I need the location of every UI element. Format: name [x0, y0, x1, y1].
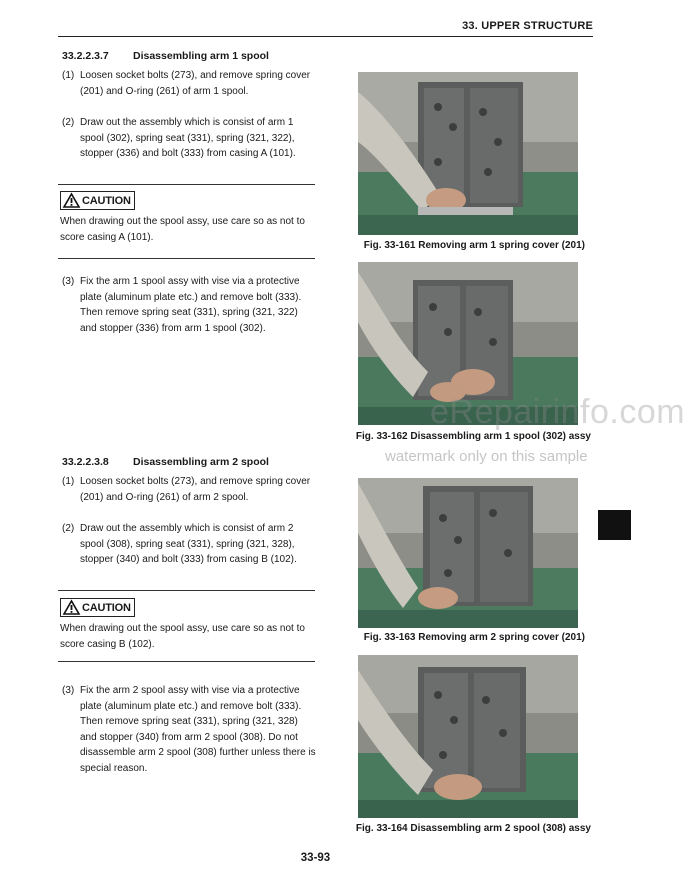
section-title: Disassembling arm 2 spool — [133, 456, 269, 468]
step — [62, 274, 322, 338]
step-number: (1) — [62, 476, 75, 487]
step — [62, 474, 322, 506]
header-rule — [58, 36, 593, 37]
chapter-tab-marker — [598, 510, 631, 540]
caution-label — [60, 598, 135, 617]
step-number: (1) — [62, 70, 75, 81]
page-number: 33-93 — [300, 852, 331, 864]
figure-caption: Fig. 33-161 Removing arm 1 spring cover (201) — [363, 240, 585, 251]
figure-caption: Fig. 33-162 Disassembling arm 1 spool (302) assy — [355, 431, 591, 442]
step-number: (3) — [62, 276, 75, 287]
caution-text-label: CAUTION — [82, 194, 131, 207]
warning-triangle-icon — [63, 600, 80, 615]
step-number: (3) — [62, 685, 75, 696]
divider — [58, 258, 315, 259]
photo — [358, 655, 578, 818]
step-text: Draw out the assembly which is consist of arm 1 spool (302), spring seat (331), spring (321, 322), stopper (336) and bolt (333) from casing A (101). — [80, 117, 296, 159]
figure-caption: Fig. 33-164 Disassembling arm 2 spool (308) assy — [355, 823, 591, 834]
section-title: Disassembling arm 1 spool — [133, 50, 269, 62]
step — [62, 115, 322, 163]
step-text: Draw out the assembly which is consist of arm 2 spool (308), spring seat (331), spring (321, 328), stopper (340) and bolt (333) from casing B (102). — [80, 523, 297, 565]
step-text: Fix the arm 1 spool assy with vise via a protective plate (aluminum plate etc.) and remove bolt (333). Then remove spring seat (331), spring (321, 322) and stopper (336) from arm 1 spool (302). — [80, 276, 302, 334]
photo — [358, 478, 578, 628]
section-number: 33.2.2.3.8 — [62, 456, 109, 468]
step-number: (2) — [62, 523, 75, 534]
caution-message: When drawing out the spool assy, use care so as not to score casing A (101). — [60, 216, 305, 243]
step-text: Fix the arm 2 spool assy with vise via a protective plate (aluminum plate etc.) and remove bolt (333). Then remove spring seat (331), spring (321, 328) and stopper (340) from arm 2 spool (308). Do not disassemble arm 2 spool (308) further unless there is special reason. — [80, 685, 316, 774]
step — [62, 683, 322, 779]
caution-label — [60, 191, 135, 210]
step — [62, 521, 322, 569]
step-text: Loosen socket bolts (273), and remove spring cover (201) and O-ring (261) of arm 2 spool. — [80, 476, 311, 503]
photo — [358, 72, 578, 235]
caution-text-label: CAUTION — [82, 601, 131, 614]
watermark-notice: watermark only on this sample — [385, 448, 588, 465]
divider — [58, 590, 315, 591]
caution-message: When drawing out the spool assy, use care so as not to score casing B (102). — [60, 623, 305, 650]
figure-caption: Fig. 33-163 Removing arm 2 spring cover (201) — [363, 632, 585, 643]
step-number: (2) — [62, 117, 75, 128]
divider — [58, 661, 315, 662]
warning-triangle-icon — [63, 193, 80, 208]
watermark-site: eRepairinfo.com — [430, 393, 685, 431]
divider — [58, 184, 315, 185]
section-number: 33.2.2.3.7 — [62, 50, 109, 62]
chapter-title: 33. UPPER STRUCTURE — [462, 20, 593, 32]
step-text: Loosen socket bolts (273), and remove spring cover (201) and O-ring (261) of arm 1 spool. — [80, 70, 311, 97]
step — [62, 68, 322, 100]
